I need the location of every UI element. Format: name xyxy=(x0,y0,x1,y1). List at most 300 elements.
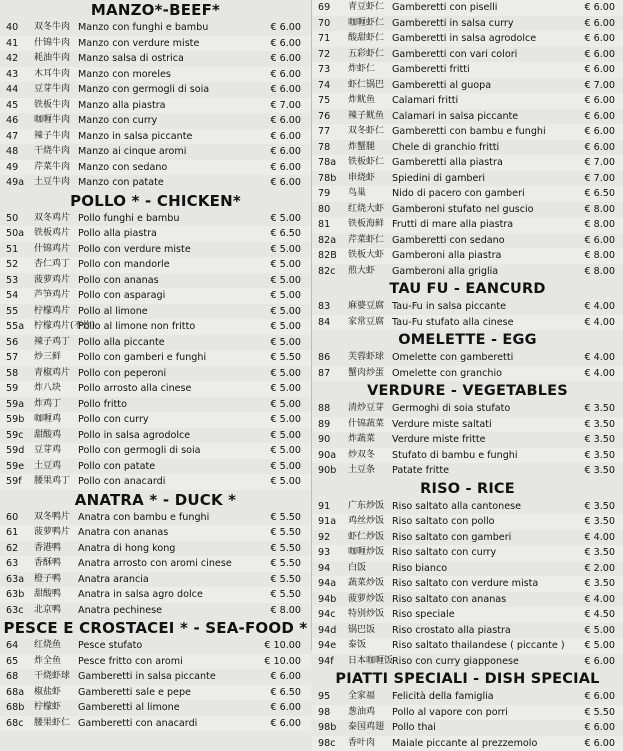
menu-item xyxy=(312,202,623,218)
menu-item xyxy=(312,432,623,448)
item-chinese-name: 青豆虾仁 xyxy=(348,0,392,16)
item-chinese-name: 柠檬鸡片(不炸) xyxy=(34,319,76,335)
item-name: Maiale piccante al prezzemolo xyxy=(392,736,537,751)
item-chinese-name: 甜酸鸭 xyxy=(34,587,76,603)
item-number: 51 xyxy=(6,242,34,258)
item-number: 55 xyxy=(6,304,34,320)
item-number: 98b xyxy=(318,720,348,736)
menu-column-right xyxy=(312,0,623,650)
item-price: € 5.50 xyxy=(270,587,301,603)
item-number: 90a xyxy=(318,448,348,464)
item-number: 48 xyxy=(6,144,34,160)
item-chinese-name: 芙蓉虾球 xyxy=(348,350,392,366)
item-chinese-name: 芹菜虾仁 xyxy=(348,233,392,249)
item-price: € 8.00 xyxy=(584,217,615,233)
item-price: € 5.00 xyxy=(270,273,301,289)
menu-section-pesce-e-crostacei-sea-food xyxy=(0,618,311,731)
item-number: 43 xyxy=(6,67,34,83)
item-name: Spiedini di gamberi xyxy=(392,171,485,187)
menu-item xyxy=(312,705,623,721)
item-name: Gamberetti fritti xyxy=(392,62,470,78)
item-chinese-name: 鸡丝炒饭 xyxy=(348,514,392,530)
item-name: Gamberetti alla piastra xyxy=(392,155,503,171)
item-chinese-name: 菠萝鸡片 xyxy=(34,273,76,289)
item-price: € 6.00 xyxy=(584,62,615,78)
item-number: 94a xyxy=(318,576,348,592)
menu-section-omelette-egg xyxy=(312,330,623,381)
item-number: 59 xyxy=(6,381,34,397)
menu-item xyxy=(0,51,311,67)
menu-item xyxy=(312,155,623,171)
item-price: € 5.00 xyxy=(270,211,301,227)
item-number: 59e xyxy=(6,459,34,475)
item-price: € 3.50 xyxy=(584,514,615,530)
item-chinese-name: 白饭 xyxy=(348,561,392,577)
item-price: € 6.50 xyxy=(270,226,301,242)
item-name: Verdure miste saltati xyxy=(392,417,492,433)
item-name: Patate fritte xyxy=(392,463,449,479)
item-chinese-name: 铁板虾仁 xyxy=(348,155,392,171)
item-number: 91a xyxy=(318,514,348,530)
item-name: Pollo con asparagi xyxy=(78,288,165,304)
item-name: Pollo thai xyxy=(392,720,436,736)
menu-item xyxy=(0,36,311,52)
item-number: 63 xyxy=(6,556,34,572)
item-price: € 6.00 xyxy=(584,654,615,670)
item-chinese-name: 豆芽牛肉 xyxy=(34,82,76,98)
item-number: 55a xyxy=(6,319,34,335)
item-chinese-name: 木耳牛肉 xyxy=(34,67,76,83)
item-chinese-name: 虾仁锅巴 xyxy=(348,78,392,94)
menu-item xyxy=(312,47,623,63)
item-chinese-name: 全家福 xyxy=(348,689,392,705)
item-price: € 5.00 xyxy=(270,428,301,444)
menu-item xyxy=(0,211,311,227)
item-name: Gamberetti in salsa curry xyxy=(392,16,514,32)
section-title: RISO - RICE xyxy=(312,479,623,499)
item-price: € 6.50 xyxy=(584,186,615,202)
item-price: € 6.00 xyxy=(584,124,615,140)
menu-item xyxy=(0,510,311,526)
item-price: € 6.00 xyxy=(270,160,301,176)
item-price: € 5.00 xyxy=(270,397,301,413)
item-name: Manzo con germogli di soia xyxy=(78,82,209,98)
menu-item xyxy=(312,720,623,736)
item-chinese-name: 炒三鲜 xyxy=(34,350,76,366)
item-chinese-name: 蔬菜炒饭 xyxy=(348,576,392,592)
item-name: Omelette con gamberetti xyxy=(392,350,513,366)
item-name: Anatra pechinese xyxy=(78,603,162,619)
item-name: Pollo con ananas xyxy=(78,273,159,289)
item-chinese-name: 串烧虾 xyxy=(348,171,392,187)
menu-item xyxy=(0,242,311,258)
item-number: 47 xyxy=(6,129,34,145)
item-name: Pollo con mandorle xyxy=(78,257,170,273)
item-name: Pollo con peperoni xyxy=(78,366,166,382)
item-name: Gamberetti sale e pepe xyxy=(78,685,191,701)
item-price: € 5.00 xyxy=(270,412,301,428)
item-chinese-name: 特别炒饭 xyxy=(348,607,392,623)
item-number: 68b xyxy=(6,700,34,716)
item-chinese-name: 炒双冬 xyxy=(348,448,392,464)
item-price: € 6.00 xyxy=(270,113,301,129)
item-name: Calamari fritti xyxy=(392,93,458,109)
menu-item xyxy=(0,160,311,176)
item-number: 82B xyxy=(318,248,348,264)
menu-item xyxy=(0,654,311,670)
item-number: 57 xyxy=(6,350,34,366)
item-number: 78a xyxy=(318,155,348,171)
item-name: Pesce stufato xyxy=(78,638,142,654)
item-number: 89 xyxy=(318,417,348,433)
item-price: € 4.00 xyxy=(584,350,615,366)
item-number: 60 xyxy=(6,510,34,526)
item-name: Pollo arrosto alla cinese xyxy=(78,381,191,397)
item-name: Manzo salsa di ostrica xyxy=(78,51,184,67)
menu-item xyxy=(312,171,623,187)
menu-item xyxy=(312,514,623,530)
item-price: € 6.00 xyxy=(584,689,615,705)
item-number: 59f xyxy=(6,474,34,490)
item-number: 74 xyxy=(318,78,348,94)
menu-column-left xyxy=(0,0,312,650)
item-chinese-name: 铁板牛肉 xyxy=(34,98,76,114)
item-price: € 6.00 xyxy=(584,31,615,47)
item-chinese-name: 麻婆豆腐 xyxy=(348,299,392,315)
item-price: € 5.00 xyxy=(270,319,301,335)
menu-item xyxy=(312,366,623,382)
item-name: Pollo fritto xyxy=(78,397,127,413)
item-name: Riso saltato con pollo xyxy=(392,514,495,530)
item-name: Anatra in salsa agro dolce xyxy=(78,587,203,603)
item-price: € 8.00 xyxy=(584,248,615,264)
menu-item xyxy=(312,448,623,464)
menu-item xyxy=(312,233,623,249)
item-number: 94e xyxy=(318,638,348,654)
item-chinese-name: 咖喱虾仁 xyxy=(348,16,392,32)
item-name: Anatra di hong kong xyxy=(78,541,175,557)
item-name: Pollo con patate xyxy=(78,459,155,475)
menu-item xyxy=(312,124,623,140)
item-number: 62 xyxy=(6,541,34,557)
menu-section-riso-rice xyxy=(312,479,623,670)
item-chinese-name: 红烧鱼 xyxy=(34,638,76,654)
item-name: Pollo con curry xyxy=(78,412,149,428)
item-name: Riso saltato thailandese ( piccante ) xyxy=(392,638,565,654)
item-number: 49a xyxy=(6,175,34,191)
menu-item xyxy=(0,257,311,273)
menu-item xyxy=(0,397,311,413)
menu-item xyxy=(312,78,623,94)
item-name: Omelette con granchio xyxy=(392,366,502,382)
item-price: € 4.00 xyxy=(584,592,615,608)
item-name: Gamberetti con anacardi xyxy=(78,716,197,732)
item-name: Anatra arancia xyxy=(78,572,149,588)
item-name: Gamberetti con vari colori xyxy=(392,47,517,63)
menu-item xyxy=(0,175,311,191)
item-price: € 3.50 xyxy=(584,432,615,448)
item-name: Manzo con verdure miste xyxy=(78,36,199,52)
menu-item xyxy=(312,264,623,280)
menu-section-piatti-speciali-dish-special xyxy=(312,669,623,751)
item-price: € 8.00 xyxy=(584,202,615,218)
section-title: PIATTI SPECIALI - DISH SPECIAL xyxy=(312,669,623,689)
item-name: Manzo con patate xyxy=(78,175,164,191)
item-number: 80 xyxy=(318,202,348,218)
section-title: PESCE E CROSTACEI * - SEA-FOOD * xyxy=(0,618,311,638)
menu-item xyxy=(0,144,311,160)
menu-item xyxy=(0,288,311,304)
item-name: Gamberetti in salsa piccante xyxy=(78,669,216,685)
item-name: Manzo alla piastra xyxy=(78,98,166,114)
menu-item xyxy=(312,16,623,32)
menu-item xyxy=(0,273,311,289)
item-number: 82a xyxy=(318,233,348,249)
item-chinese-name: 双冬牛肉 xyxy=(34,20,76,36)
item-number: 64 xyxy=(6,638,34,654)
item-price: € 5.00 xyxy=(270,443,301,459)
item-name: Chele di granchio fritti xyxy=(392,140,499,156)
item-name: Pollo con germogli di soia xyxy=(78,443,201,459)
menu-item xyxy=(312,248,623,264)
menu-item xyxy=(0,129,311,145)
item-number: 49 xyxy=(6,160,34,176)
item-price: € 5.50 xyxy=(270,572,301,588)
item-name: Gamberoni alla griglia xyxy=(392,264,498,280)
section-title: POLLO * - CHICKEN* xyxy=(0,191,311,211)
item-chinese-name: 炸鱿鱼 xyxy=(348,93,392,109)
item-chinese-name: 咖喱牛肉 xyxy=(34,113,76,129)
item-price: € 5.50 xyxy=(270,350,301,366)
item-price: € 6.00 xyxy=(584,93,615,109)
item-chinese-name: 香酥鸭 xyxy=(34,556,76,572)
item-price: € 6.00 xyxy=(584,109,615,125)
item-number: 65 xyxy=(6,654,34,670)
menu-item xyxy=(312,561,623,577)
item-price: € 5.00 xyxy=(270,335,301,351)
item-number: 73 xyxy=(318,62,348,78)
item-chinese-name: 炸蔬菜 xyxy=(348,432,392,448)
item-chinese-name: 泰国鸡翅 xyxy=(348,720,392,736)
item-number: 98 xyxy=(318,705,348,721)
item-number: 78 xyxy=(318,140,348,156)
item-name: Anatra con ananas xyxy=(78,525,168,541)
item-number: 91 xyxy=(318,499,348,515)
item-number: 76 xyxy=(318,109,348,125)
item-name: Manzo ai cinque aromi xyxy=(78,144,186,160)
menu-item xyxy=(312,736,623,751)
item-number: 94 xyxy=(318,561,348,577)
item-chinese-name: 蟹肉炒蛋 xyxy=(348,366,392,382)
menu-item xyxy=(312,623,623,639)
item-price: € 4.50 xyxy=(584,607,615,623)
item-price: € 6.00 xyxy=(270,669,301,685)
item-chinese-name: 豆芽鸡 xyxy=(34,443,76,459)
item-number: 94b xyxy=(318,592,348,608)
item-chinese-name: 耗油牛肉 xyxy=(34,51,76,67)
menu-item xyxy=(312,576,623,592)
menu-item xyxy=(0,113,311,129)
item-chinese-name: 锅巴饭 xyxy=(348,623,392,639)
menu-item xyxy=(0,685,311,701)
item-name: Riso crostato alla piastra xyxy=(392,623,511,639)
item-price: € 3.50 xyxy=(584,448,615,464)
item-number: 92 xyxy=(318,530,348,546)
item-number: 81 xyxy=(318,217,348,233)
item-number: 94f xyxy=(318,654,348,670)
section-title: OMELETTE - EGG xyxy=(312,330,623,350)
item-price: € 5.00 xyxy=(270,381,301,397)
item-number: 68c xyxy=(6,716,34,732)
menu-item xyxy=(0,541,311,557)
item-chinese-name: 菠萝鸭片 xyxy=(34,525,76,541)
section-title: TAU FU - EANCURD xyxy=(312,279,623,299)
item-chinese-name: 炸虾仁 xyxy=(348,62,392,78)
item-number: 41 xyxy=(6,36,34,52)
menu-item xyxy=(312,530,623,546)
section-title: ANATRA * - DUCK * xyxy=(0,490,311,510)
item-price: € 6.00 xyxy=(270,51,301,67)
item-chinese-name: 香叶肉 xyxy=(348,736,392,751)
item-chinese-name: 广东炒饭 xyxy=(348,499,392,515)
item-price: € 5.50 xyxy=(584,705,615,721)
item-name: Gamberetti con sedano xyxy=(392,233,505,249)
item-chinese-name: 双冬鸭片 xyxy=(34,510,76,526)
item-number: 94d xyxy=(318,623,348,639)
item-name: Verdure miste fritte xyxy=(392,432,486,448)
item-name: Manzo con funghi e bambu xyxy=(78,20,208,36)
menu-item xyxy=(0,716,311,732)
item-price: € 6.00 xyxy=(270,82,301,98)
item-name: Gamberetti con bambu e funghi xyxy=(392,124,546,140)
item-number: 94c xyxy=(318,607,348,623)
item-name: Gamberetti con piselli xyxy=(392,0,497,16)
item-number: 82c xyxy=(318,264,348,280)
item-price: € 4.00 xyxy=(584,530,615,546)
item-price: € 5.00 xyxy=(270,366,301,382)
item-price: € 3.50 xyxy=(584,401,615,417)
menu-item xyxy=(312,417,623,433)
item-name: Nido di pacero con gamberi xyxy=(392,186,525,202)
item-name: Riso saltato con gamberi xyxy=(392,530,511,546)
item-number: 61 xyxy=(6,525,34,541)
menu-item xyxy=(312,689,623,705)
menu-section-pollo-chicken xyxy=(0,191,311,490)
menu-item xyxy=(0,572,311,588)
item-price: € 6.00 xyxy=(584,140,615,156)
item-chinese-name: 土豆鸡 xyxy=(34,459,76,475)
item-chinese-name: 柠檬虾 xyxy=(34,700,76,716)
item-price: € 3.50 xyxy=(584,499,615,515)
item-name: Gamberetti in salsa agrodolce xyxy=(392,31,536,47)
item-price: € 6.50 xyxy=(270,685,301,701)
menu-item xyxy=(312,217,623,233)
item-price: € 5.00 xyxy=(584,638,615,654)
item-price: € 6.00 xyxy=(584,720,615,736)
menu-item xyxy=(0,67,311,83)
item-price: € 6.00 xyxy=(270,20,301,36)
item-name: Pollo al vapore con porri xyxy=(392,705,508,721)
item-price: € 6.00 xyxy=(584,736,615,751)
item-chinese-name: 菠萝炒饭 xyxy=(348,592,392,608)
item-number: 83 xyxy=(318,299,348,315)
item-price: € 5.50 xyxy=(270,541,301,557)
item-name: Riso saltato con curry xyxy=(392,545,496,561)
item-chinese-name: 椒盐虾 xyxy=(34,685,76,701)
menu-item xyxy=(312,545,623,561)
item-number: 79 xyxy=(318,186,348,202)
item-number: 93 xyxy=(318,545,348,561)
item-chinese-name: 煎大虾 xyxy=(348,264,392,280)
menu-item xyxy=(0,428,311,444)
menu-item xyxy=(0,304,311,320)
item-price: € 5.00 xyxy=(270,257,301,273)
item-price: € 5.00 xyxy=(270,459,301,475)
item-name: Gamberoni alla piastra xyxy=(392,248,501,264)
menu-item xyxy=(312,638,623,654)
item-chinese-name: 辣子鸡丁 xyxy=(34,335,76,351)
item-chinese-name: 土豆条 xyxy=(348,463,392,479)
item-name: Pollo al limone non fritto xyxy=(78,319,195,335)
menu-item xyxy=(0,350,311,366)
item-name: Riso saltato alla cantonese xyxy=(392,499,521,515)
item-chinese-name: 柠檬鸡片 xyxy=(34,304,76,320)
item-name: Gamberetti al guopa xyxy=(392,78,491,94)
item-number: 78b xyxy=(318,171,348,187)
item-name: Riso bianco xyxy=(392,561,447,577)
menu-section-verdure-vegetables xyxy=(312,381,623,479)
menu-item xyxy=(0,443,311,459)
item-name: Frutti di mare alla piastra xyxy=(392,217,513,233)
item-price: € 3.50 xyxy=(584,576,615,592)
item-number: 71 xyxy=(318,31,348,47)
item-number: 75 xyxy=(318,93,348,109)
menu-item xyxy=(0,700,311,716)
menu-item xyxy=(312,592,623,608)
item-name: Pesce fritto con aromi xyxy=(78,654,183,670)
item-number: 90 xyxy=(318,432,348,448)
item-name: Riso con curry giapponese xyxy=(392,654,519,670)
item-name: Riso speciale xyxy=(392,607,455,623)
item-price: € 8.00 xyxy=(584,264,615,280)
item-chinese-name: 双冬虾仁 xyxy=(348,124,392,140)
menu-item xyxy=(0,587,311,603)
item-number: 86 xyxy=(318,350,348,366)
item-name: Gamberoni stufato nel guscio xyxy=(392,202,534,218)
item-chinese-name: 日本咖喱饭 xyxy=(348,654,392,670)
menu-section-manzo-beef xyxy=(0,0,311,191)
item-chinese-name: 红烧大虾 xyxy=(348,202,392,218)
item-price: € 6.00 xyxy=(270,36,301,52)
menu-section-anatra-duck xyxy=(0,490,311,619)
item-name: Pollo con gamberi e funghi xyxy=(78,350,206,366)
menu-item xyxy=(0,335,311,351)
item-name: Riso saltato con verdure mista xyxy=(392,576,538,592)
item-price: € 6.00 xyxy=(584,47,615,63)
item-name: Pollo con anacardi xyxy=(78,474,165,490)
menu-item xyxy=(312,31,623,47)
menu-item xyxy=(312,62,623,78)
item-number: 72 xyxy=(318,47,348,63)
item-price: € 5.00 xyxy=(270,304,301,320)
item-chinese-name: 双冬鸡片 xyxy=(34,211,76,227)
item-price: € 5.00 xyxy=(270,288,301,304)
item-chinese-name: 虾仁炒饭 xyxy=(348,530,392,546)
item-number: 63a xyxy=(6,572,34,588)
item-name: Pollo al limone xyxy=(78,304,148,320)
item-number: 59b xyxy=(6,412,34,428)
item-number: 69 xyxy=(318,0,348,16)
